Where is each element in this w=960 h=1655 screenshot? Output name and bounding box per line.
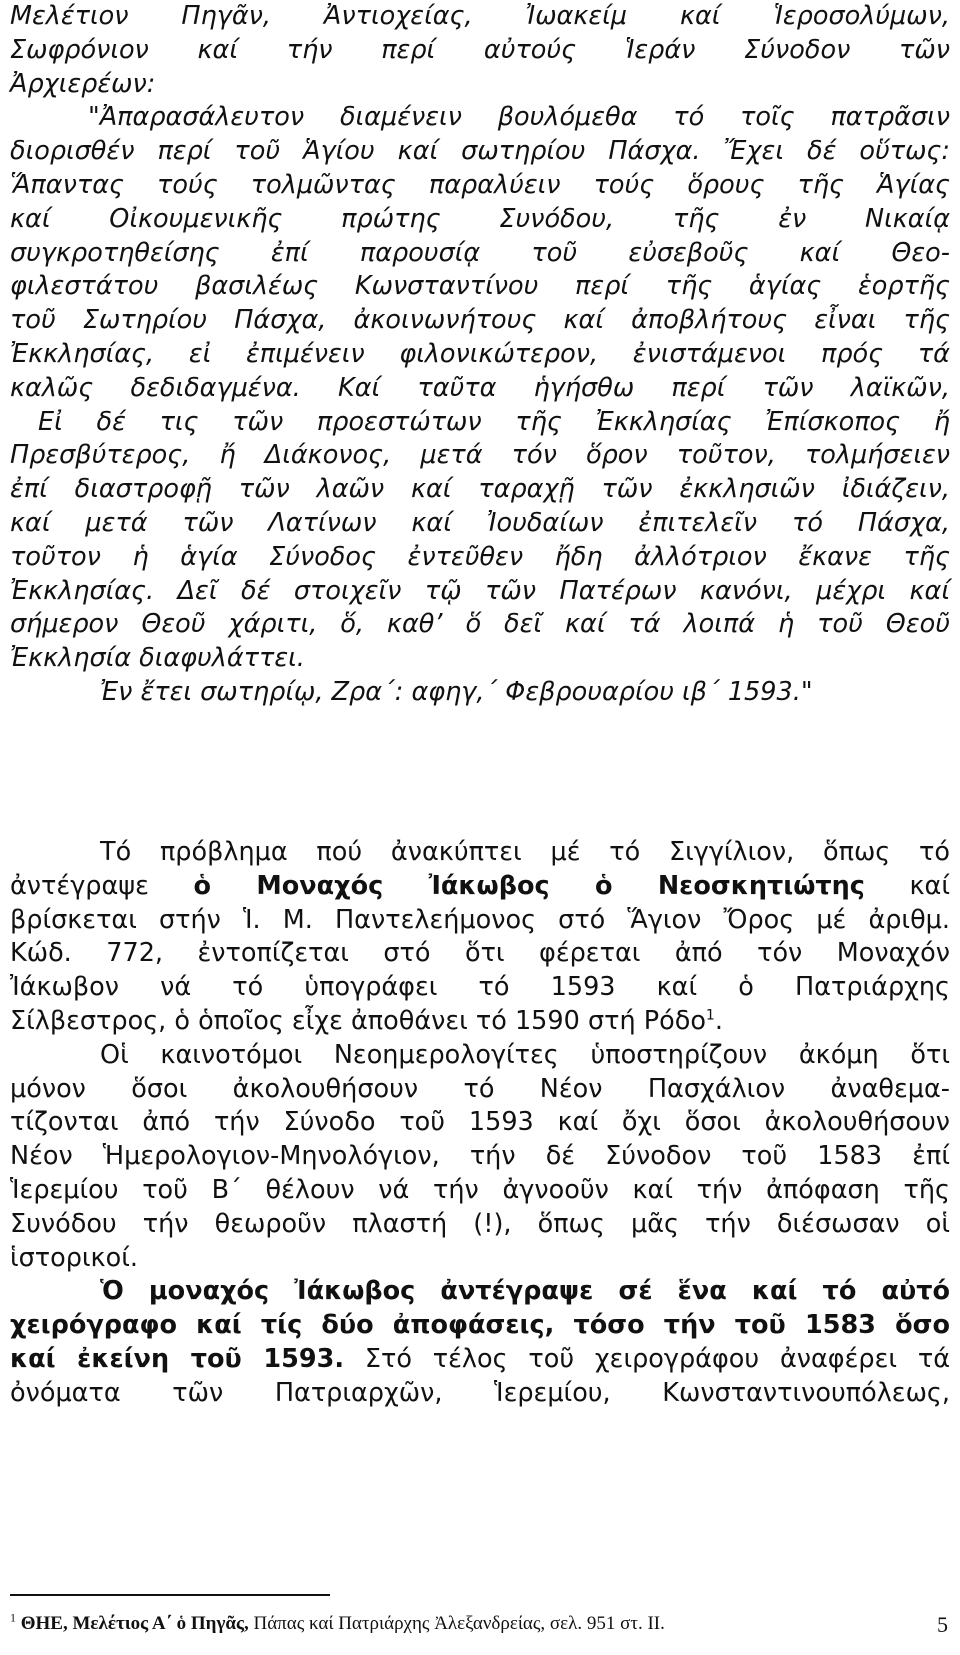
page-number: 5 [937, 1612, 948, 1637]
bold-phrase: καί ἐκείνη τοῦ 1593. [10, 1343, 345, 1374]
text-span: καί [864, 870, 950, 901]
bold-phrase: Ὁ μοναχός Ἰάκωβος ἀντέγραψε σέ ἕνα καί τό αὐτό [100, 1276, 950, 1307]
text-line: καί μετά τῶν Λατίνων καί Ἰουδαίων ἐπιτελεῖν τό Πάσχα, [10, 507, 950, 538]
text-line: συγκροτηθείσης ἐπί παρουσίᾳ τοῦ εὐσεβοῦς καί Θεο- [10, 237, 950, 268]
text-line: Ἐκκλησία διαφυλάττει. [10, 643, 305, 674]
text-line: Ἱερεμίου τοῦ Β΄ θέλουν νά τήν ἀγνοοῦν καί τήν ἀπόφαση τῆς [10, 1174, 950, 1205]
text-line: Ἐν ἔτει σωτηρίῳ, Ζρα΄: αφηγ,΄ Φεβρουαρίου ιβ΄ 1593." [100, 676, 813, 707]
text-line [10, 1005, 950, 1039]
text-line: Ἐκκλησίας. Δεῖ δέ στοιχεῖν τῷ τῶν Πατέρων κανόνι, μέχρι καί [10, 575, 950, 606]
text-line: ἐπί διαστροφῇ τῶν λαῶν καί ταραχῇ τῶν ἐκκλησιῶν ἰδιάζειν, [10, 474, 950, 505]
commentary-text [10, 836, 950, 1411]
footnote-mark: 1 [10, 1610, 16, 1625]
text-line: μόνον ὅσοι ἀκολουθήσουν τό Νέον Πασχάλιον ἀναθεμα- [10, 1073, 950, 1104]
footnote [10, 1612, 950, 1636]
text-line: Ἅπαντας τούς τολμῶντας παραλύειν τούς ὅρους τῆς Ἁγίας [10, 169, 950, 200]
text-line: Κώδ. 772, ἐντοπίζεται στό ὅτι φέρεται ἀπό τόν Μοναχόν [10, 938, 950, 969]
text-line: Εἰ δέ τις τῶν προεστώτων τῆς Ἐκκλησίας Ἐπίσκοπος ἤ [38, 406, 950, 437]
text-line: ἱστορικοί. [10, 1242, 138, 1273]
text-line: καλῶς δεδιδαγμένα. Καί ταῦτα ἡγήσθω περί τῶν λαϊκῶν, [10, 372, 950, 403]
text-line: Οἱ καινοτόμοι Νεοημερολογίτες ὑποστηρίζουν ἀκόμη ὅτι [100, 1039, 950, 1070]
text-line: καί Οἰκουμενικῆς πρώτης Συνόδου, τῆς ἐν Νικαίᾳ [10, 203, 950, 234]
text-line: Πρεσβύτερος, ἤ Διάκονος, μετά τόν ὅρον τοῦτον, τολμήσειεν [10, 440, 950, 471]
text-line: Ἀρχιερέων: [10, 68, 156, 99]
text-line: βρίσκεται στήν Ἱ. Μ. Παντελεήμονος στό Ἅγιον Ὄρος μέ ἀριθμ. [10, 904, 950, 935]
bold-phrase: χειρόγραφο καί τίς δύο ἀποφάσεις, τόσο τήν τοῦ 1583 ὅσο [10, 1310, 950, 1341]
text-line: τίζονται ἀπό τήν Σύνοδο τοῦ 1593 καί ὄχι ὅσοι ἀκολουθήσουν [10, 1107, 950, 1138]
text-span: Σίλβεστρος, ὁ ὁποῖος εἶχε ἀποθάνει τό 1590 στή Ρόδο [10, 1005, 706, 1036]
quoted-sigillion-text [10, 0, 950, 710]
text-line [10, 1309, 950, 1343]
text-line: Ἐκκλησίας, εἰ ἐπιμένειν φιλονικώτερον, ἐνιστάμενοι πρός τά [10, 338, 950, 369]
text-line [10, 1343, 950, 1377]
text-line [10, 870, 950, 904]
text-line: Μελέτιον Πηγᾶν, Ἀντιοχείας, Ἰωακείμ καί Ἱεροσολύμων, [10, 1, 950, 31]
text-line: διορισθέν περί τοῦ Ἁγίου καί σωτηρίου Πάσχα. Ἔχει δέ οὕτως: [10, 136, 950, 167]
footnote-text: Πάπας καί Πατριάρχης Ἀλεξανδρείας, σελ. 951 στ. ΙΙ. [248, 1613, 665, 1634]
footnote-source-bold: ΘΗΕ, Μελέτιος Α΄ ὁ Πηγᾶς, [16, 1613, 249, 1634]
text-line: φιλεστάτου βασιλέως Κωνσταντίνου περί τῆς ἁγίας ἑορτῆς [10, 271, 950, 302]
text-line: "Ἀπαρασάλευτον διαμένειν βουλόμεθα τό τοῖς πατρᾶσιν [88, 102, 950, 133]
text-span: ἀντέγραψε [10, 870, 194, 901]
text-line: Συνόδου τήν θεωροῦν πλαστή (!), ὅπως μᾶς τήν διέσωσαν οἱ [10, 1208, 950, 1239]
text-span: Στό τέλος τοῦ χειρογράφου ἀναφέρει τά [344, 1343, 951, 1374]
bold-phrase: ὁ Μοναχός Ἰάκωβος ὁ Νεοσκητιώτης [193, 870, 865, 901]
text-line [10, 1275, 950, 1309]
text-line: Ἰάκωβον νά τό ὑπογράφει τό 1593 καί ὁ Πατριάρχης [10, 972, 950, 1003]
footnote-separator [10, 1594, 330, 1596]
text-line: τοῦ Σωτηρίου Πάσχα, ἀκοινωνήτους καί ἀποβλήτους εἶναι τῆς [10, 305, 950, 336]
footnote-ref[interactable]: 1 [705, 1007, 715, 1024]
text-line: τοῦτον ἡ ἁγία Σύνοδος ἐντεῦθεν ἤδη ἀλλότριον ἔκανε τῆς [10, 541, 950, 572]
text-line: σήμερον Θεοῦ χάριτι, ὅ, καθ’ ὅ δεῖ καί τά λοιπά ἡ τοῦ Θεοῦ [10, 609, 950, 640]
text-span: . [714, 1005, 723, 1036]
text-line: Νέον Ἡμερολογιον-Μηνολόγιον, τήν δέ Σύνοδον τοῦ 1583 ἐπί [10, 1141, 950, 1172]
text-line: Τό πρόβλημα πού ἀνακύπτει μέ τό Σιγγίλιον, ὅπως τό [100, 837, 950, 867]
text-line: Σωφρόνιον καί τήν περί αὐτούς Ἱεράν Σύνοδον τῶν [10, 34, 950, 65]
text-line: ὀνόματα τῶν Πατριαρχῶν, Ἱερεμίου, Κωνσταντινουπόλεως, [10, 1377, 950, 1408]
